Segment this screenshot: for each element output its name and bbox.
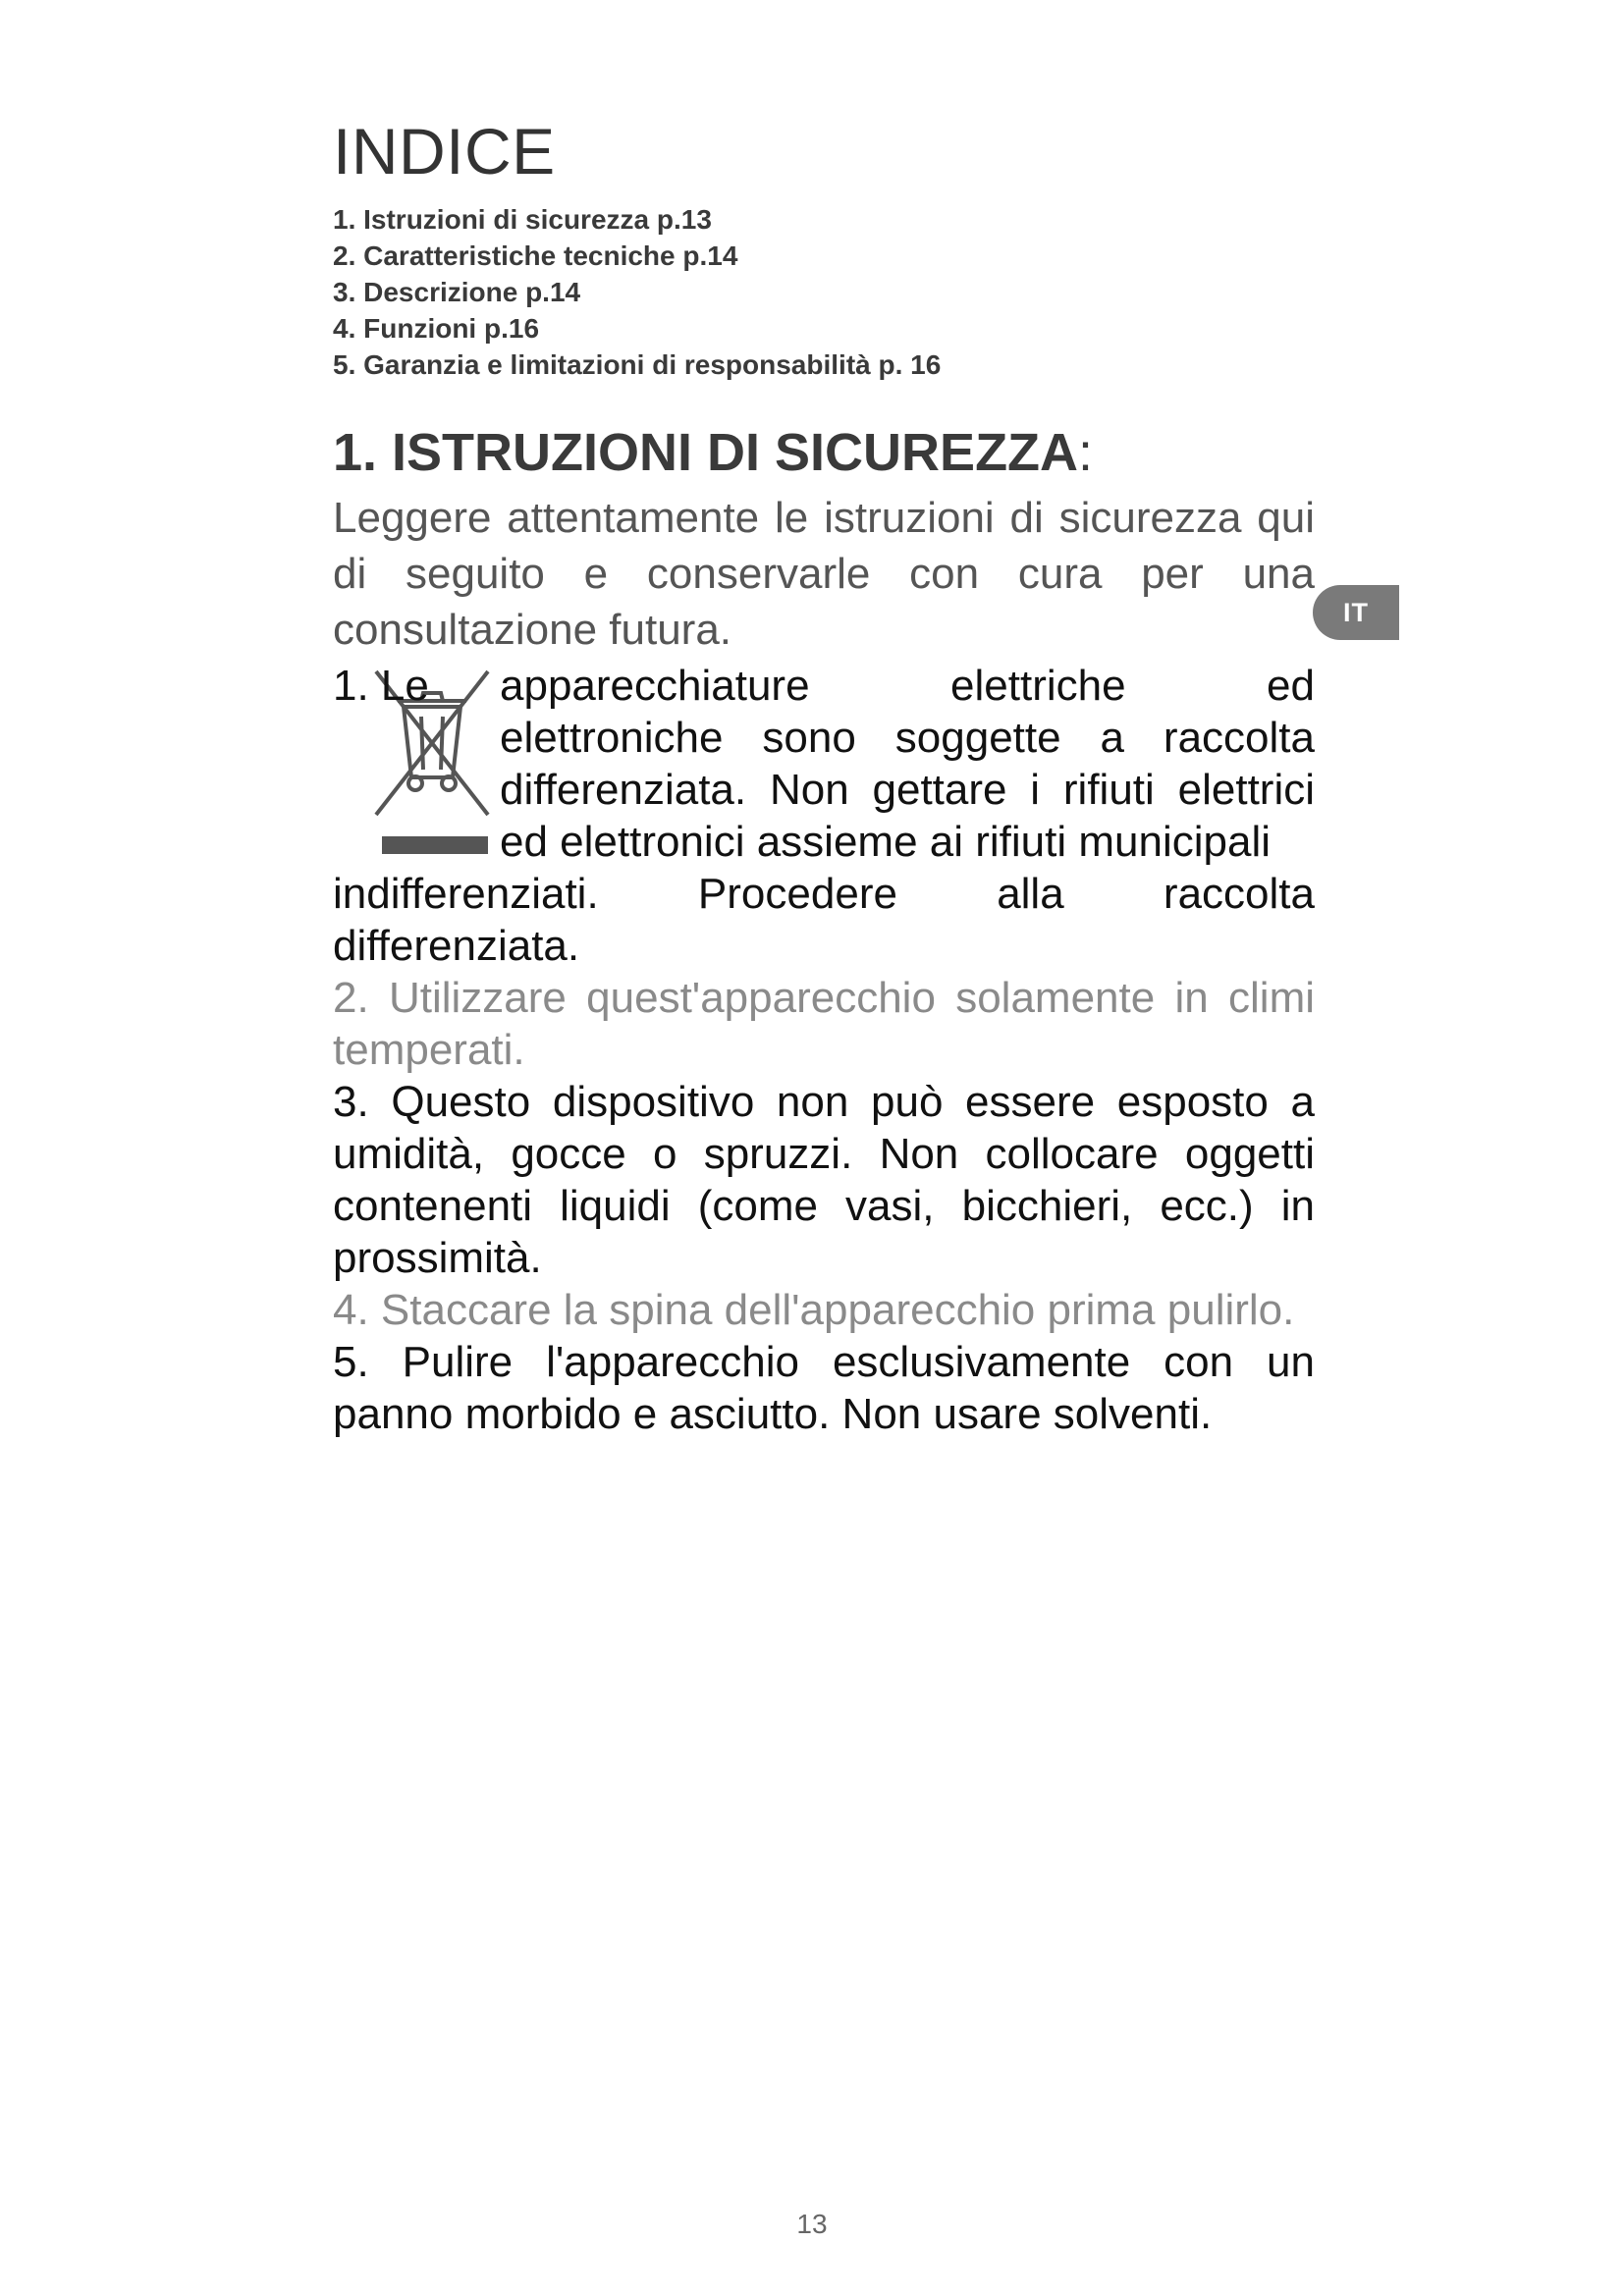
toc-item: 4. Funzioni p.16 (333, 312, 540, 344)
item1-number: 1. Le (333, 661, 429, 710)
safety-item-5: 5. Pulire l'apparecchio esclusivamente con un panno morbido e asciutto. Non usare solventi. (333, 1337, 1315, 1438)
item1-line: elettroniche sono soggette a raccolta (500, 713, 1315, 762)
section-intro: Leggere attentamente le istruzioni di sicurezza qui di seguito e conservarle con cura per una consultazione futura. (333, 493, 1315, 654)
language-tab: IT (1313, 585, 1399, 640)
table-of-contents (333, 201, 1315, 383)
section-title (333, 424, 1315, 482)
item1-line: apparecchiature elettriche ed (500, 661, 1315, 710)
item1-line: ed elettronici assieme ai rifiuti municipali (500, 817, 1271, 866)
section-title-text: 1. ISTRUZIONI DI SICUREZZA (333, 422, 1079, 482)
section-title-colon: : (1078, 422, 1094, 482)
item1-line: indifferenziati. Procedere alla raccolta (333, 869, 1315, 918)
item1-line: differenziata. Non gettare i rifiuti elettrici (500, 765, 1315, 814)
item1-first-line (333, 660, 1315, 712)
safety-item-2: 2. Utilizzare quest'apparecchio solamente in climi temperati. (333, 973, 1315, 1074)
toc-item: 2. Caratteristiche tecniche p.14 (333, 240, 738, 271)
toc-item: 3. Descrizione p.14 (333, 276, 581, 307)
safety-item-1 (333, 660, 1315, 972)
item1-line: differenziata. (333, 921, 580, 970)
page-number: 13 (796, 2209, 828, 2239)
toc-item: 1. Istruzioni di sicurezza p.13 (333, 203, 712, 235)
safety-item-3: 3. Questo dispositivo non può essere esposto a umidità, gocce o spruzzi. Non collocare oggetti contenenti liquidi (come vasi, bicchieri, ecc.) in prossimità. (333, 1077, 1315, 1282)
safety-item-4: 4. Staccare la spina dell'apparecchio prima pulirlo. (333, 1285, 1295, 1334)
page-content (333, 116, 1315, 1440)
toc-item: 5. Garanzia e limitazioni di responsabilità p. 16 (333, 348, 942, 380)
index-title: INDICE (333, 115, 556, 187)
